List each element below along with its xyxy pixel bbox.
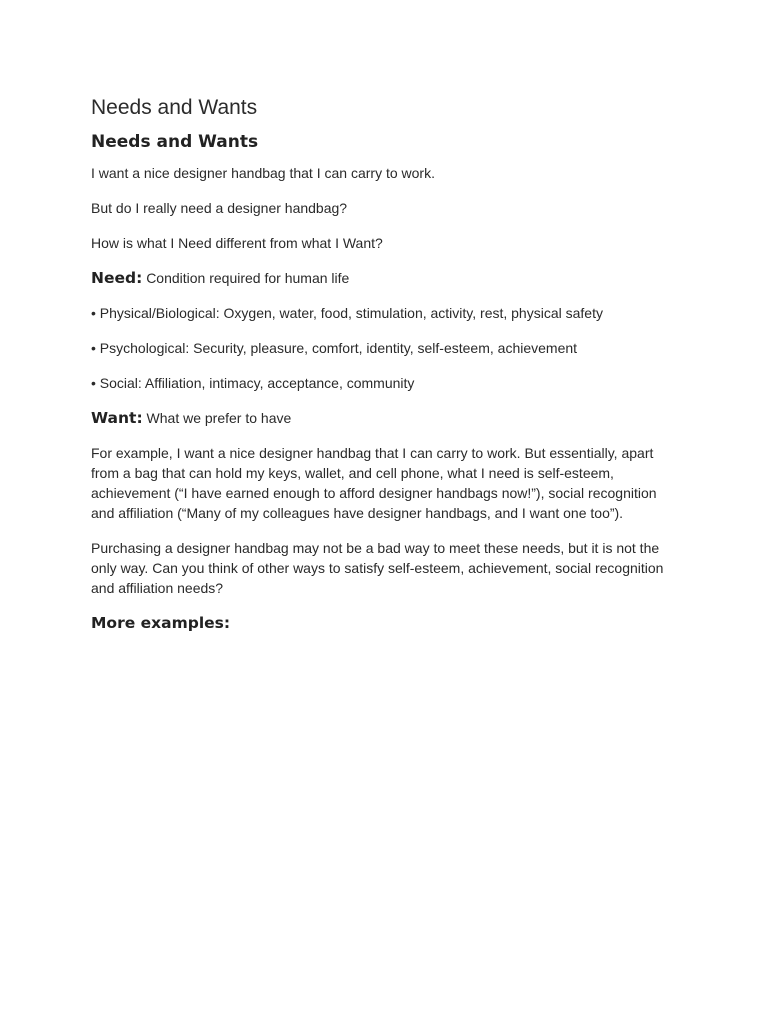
document-title: Needs and Wants (91, 96, 258, 119)
alternatives-paragraph: Purchasing a designer handbag may not be a bad way to meet these needs, but it is not the only way. Can you think of other ways to satisfy self-esteem, achievement, social recognition and affiliation needs? (91, 540, 664, 596)
want-definition-line (91, 408, 681, 428)
need-item-physical: • Physical/Biological: Oxygen, water, food, stimulation, activity, rest, physical safety (91, 305, 603, 321)
want-term: Want: (91, 409, 143, 427)
want-definition: What we prefer to have (146, 410, 292, 426)
need-item-psychological: • Psychological: Security, pleasure, comfort, identity, self-esteem, achievement (91, 340, 578, 356)
need-item-social: • Social: Affiliation, intimacy, acceptance, community (91, 375, 415, 391)
intro-paragraph-2: But do I really need a designer handbag? (91, 200, 348, 216)
need-term: Need: (91, 269, 143, 287)
need-definition-line (91, 268, 681, 288)
example-paragraph: For example, I want a nice designer handbag that I can carry to work. But essentially, apart from a bag that can hold my keys, wallet, and cell phone, what I need is self-esteem, achievement (“I have earned enough to afford designer handbags now!”), social recognition and affiliation (“Many of my colleagues have designer handbags, and I want one too”). (91, 445, 657, 521)
intro-paragraph-3: How is what I Need different from what I Want? (91, 235, 383, 251)
document-page (91, 94, 681, 634)
more-examples-heading: More examples: (91, 614, 231, 632)
section-heading: Needs and Wants (91, 132, 259, 152)
intro-paragraph-1: I want a nice designer handbag that I can carry to work. (91, 165, 435, 181)
need-definition: Condition required for human life (146, 270, 350, 286)
